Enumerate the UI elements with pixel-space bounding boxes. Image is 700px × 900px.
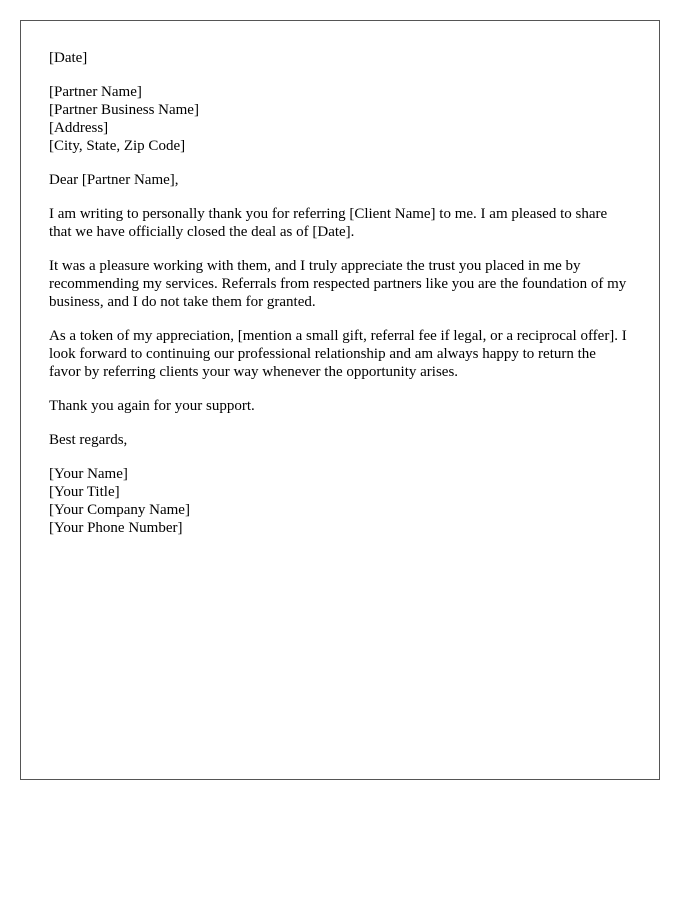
recipient-name: [Partner Name] bbox=[49, 84, 142, 100]
signature-block bbox=[49, 465, 629, 537]
letter-date: [Date] bbox=[49, 50, 88, 66]
salutation: Dear [Partner Name], bbox=[49, 172, 179, 188]
recipient-address-block bbox=[49, 83, 629, 155]
recipient-city-state-zip: [City, State, Zip Code] bbox=[49, 138, 186, 154]
body-paragraph-2: It was a pleasure working with them, and I truly appreciate the trust you placed in me by recommending my services. Referrals from respected partners like you are the foundation of my business, and I do not take them for granted. bbox=[49, 258, 627, 310]
signature-phone: [Your Phone Number] bbox=[49, 520, 183, 536]
body-paragraph-4: Thank you again for your support. bbox=[49, 398, 255, 414]
closing: Best regards, bbox=[49, 432, 128, 448]
recipient-business: [Partner Business Name] bbox=[49, 102, 199, 118]
recipient-address: [Address] bbox=[49, 120, 109, 136]
body-paragraph-1: I am writing to personally thank you for referring [Client Name] to me. I am pleased to share that we have officially closed the deal as of [Date]. bbox=[49, 206, 608, 240]
signature-name: [Your Name] bbox=[49, 466, 128, 482]
letter-content bbox=[49, 49, 629, 553]
signature-title: [Your Title] bbox=[49, 484, 120, 500]
date-block bbox=[49, 49, 629, 67]
signature-company: [Your Company Name] bbox=[49, 502, 190, 518]
letter-page bbox=[20, 20, 660, 780]
body-paragraph-3: As a token of my appreciation, [mention a small gift, referral fee if legal, or a reciprocal offer]. I look forward to continuing our professional relationship and am always happy to return the favor by referring clients your way whenever the opportunity arises. bbox=[49, 328, 627, 380]
